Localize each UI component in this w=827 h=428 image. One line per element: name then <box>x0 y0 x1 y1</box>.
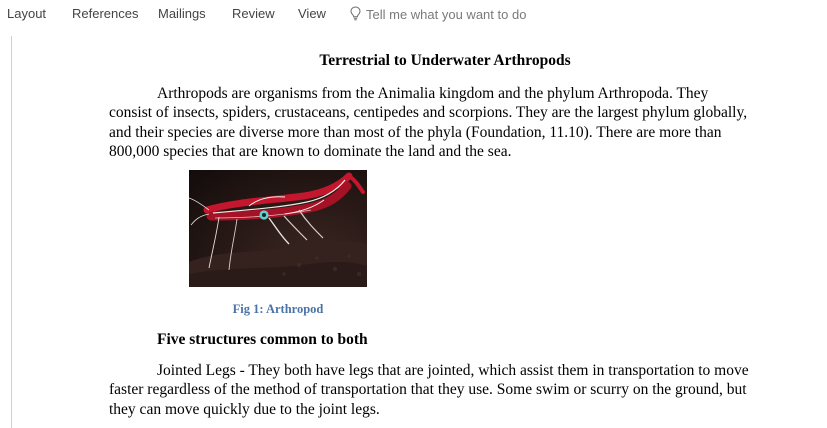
lightbulb-icon <box>350 6 361 24</box>
arthropod-image[interactable] <box>189 170 367 287</box>
tab-references[interactable]: References <box>72 6 139 21</box>
paragraph-intro: Arthropods are organisms from the Animalia kingdom and the phylum Arthropoda. They consist of insects, spiders, crustaceans, centipedes and scorpions. They are the largest phylum globally, and their species are diverse more than most of the phyla (Foundation, 11.10). There are more than 800,000 species that are known to dominate the land and the sea. <box>109 85 748 160</box>
tell-me-placeholder: Tell me what you want to do <box>366 7 527 22</box>
tab-layout[interactable]: Layout <box>7 6 47 21</box>
tab-view[interactable]: View <box>298 6 326 21</box>
figure-caption: Fig 1: Arthropod <box>232 302 324 316</box>
document-title: Terrestrial to Underwater Arthropods <box>319 52 571 69</box>
ribbon-tab-bar <box>0 0 827 28</box>
tab-mailings[interactable]: Mailings <box>158 6 206 21</box>
tell-me-search[interactable] <box>350 6 526 24</box>
paragraph-jointed-legs: Jointed Legs - They both have legs that are jointed, which assist them in transportation to move faster regardless of the method of transportation that they use. Some swim or scurry on the ground, but they can move quickly due to the joint legs. <box>109 362 749 418</box>
tab-review[interactable]: Review <box>232 6 275 21</box>
section-heading: Five structures common to both <box>157 331 368 348</box>
shrimp-illustration <box>189 170 367 287</box>
page-left-edge <box>11 36 12 428</box>
